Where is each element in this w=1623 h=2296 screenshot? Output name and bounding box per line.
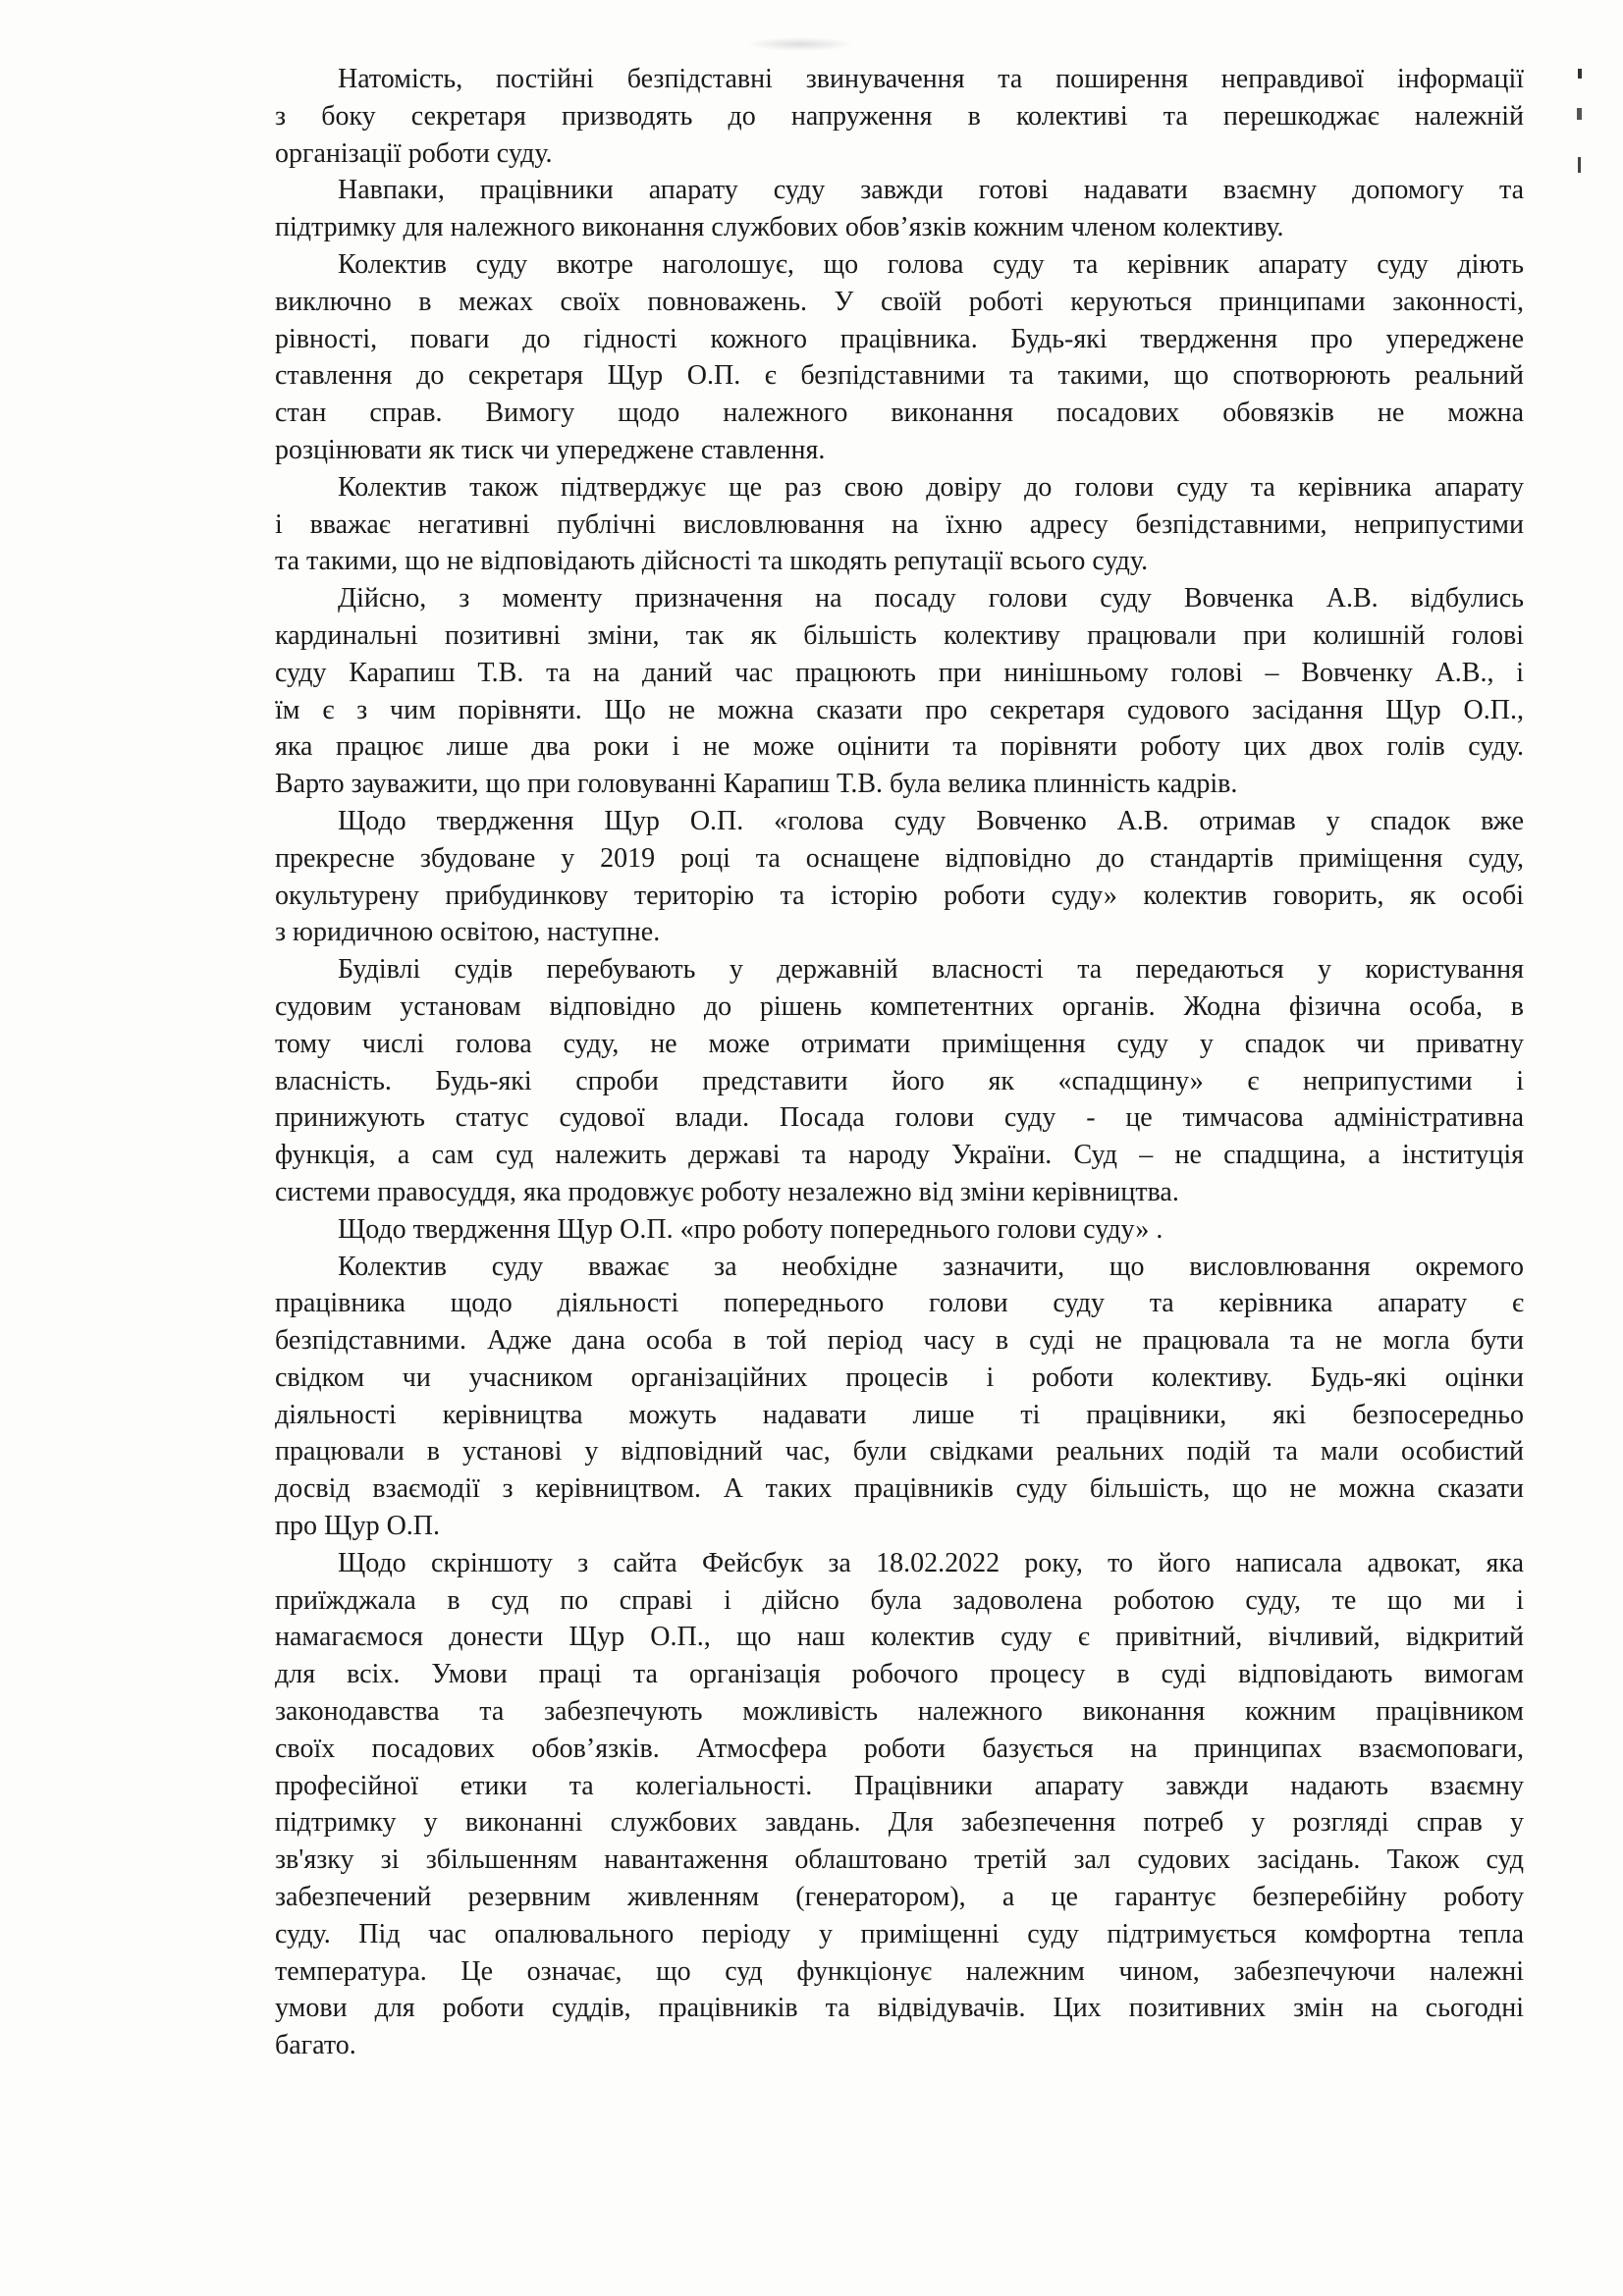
text-line: підтримку для належного виконання службових обов’язків кожним членом колективу.	[275, 212, 1284, 243]
text-line: виключно в межах своїх повноважень. У своїй роботі керуються принципами законності,	[275, 286, 1524, 317]
text-line: для всіх. Умови праці та організація робочого процесу в суді відповідають вимогам	[275, 1659, 1524, 1690]
text-line: Щодо твердження Щур О.П. «про роботу попереднього голови суду» .	[338, 1213, 1163, 1245]
text-line: Будівлі судів перебувають у державній власності та передаються у користування	[338, 954, 1524, 986]
text-line: рівності, поваги до гідності кожного працівника. Будь-які твердження про упереджене	[275, 323, 1524, 354]
scan-edge-marks	[1576, 69, 1584, 177]
text-line: Варто зауважити, що при головуванні Карапиш Т.В. була велика плинність кадрів.	[275, 769, 1238, 800]
text-line: суду Карапиш Т.В. та на даний час працюють при нинішньому голові – Вовченку А.В., і	[275, 657, 1524, 688]
text-line: температура. Це означає, що суд функціонує належним чином, забезпечуючи належні	[275, 1955, 1524, 1987]
paragraph	[275, 803, 1524, 951]
text-line: з юридичною освітою, наступне.	[275, 917, 661, 948]
text-line: прекресне збудоване у 2019 році та оснащене відповідно до стандартів приміщення суду,	[275, 842, 1524, 874]
paragraph	[275, 1249, 1524, 1545]
text-line: багато.	[275, 2030, 356, 2061]
text-line: професійної етики та колегіальності. Працівники апарату завжди надають взаємну	[275, 1770, 1524, 1801]
text-line: системи правосуддя, яка продовжує роботу незалежно від зміни керівництва.	[275, 1176, 1179, 1207]
text-line: суду. Під час опалювального періоду у приміщенні суду підтримується комфортна тепла	[275, 1918, 1524, 1949]
text-line: Навпаки, працівники апарату суду завжди готові надавати взаємну допомогу та	[338, 175, 1524, 206]
paragraph	[275, 951, 1524, 1211]
text-line: функція, а сам суд належить державі та народу України. Суд – не спадщина, а інституція	[275, 1140, 1524, 1171]
text-line: власність. Будь-які спроби представити його як «спадщину» є неприпустими і	[275, 1065, 1524, 1096]
text-line: кардинальні позитивні зміни, так як більшість колективу працювали при колишній голові	[275, 619, 1524, 651]
text-line: про Щур О.П.	[275, 1511, 441, 1542]
text-line: своїх посадових обов’язків. Атмосфера роботи базується на принципах взаємоповаги,	[275, 1733, 1524, 1764]
text-line: забезпечений резервним живленням (генератором), а це гарантує безперебійну роботу	[275, 1882, 1524, 1913]
text-line: досвід взаємодії з керівництвом. А таких працівників суду більшість, що не можна сказати	[275, 1473, 1524, 1505]
text-line: безпідставними. Адже дана особа в той період часу в суді не працювала та не могла бути	[275, 1325, 1524, 1357]
text-line: Колектив суду вкотре наголошує, що голова суду та керівник апарату суду діють	[338, 248, 1524, 280]
text-line: працювали в установі у відповідний час, були свідками реальних подій та мали особистий	[275, 1436, 1524, 1468]
text-line: працівника щодо діяльності попереднього голови суду та керівника апарату є	[275, 1288, 1524, 1319]
paragraph	[275, 580, 1524, 803]
text-line: з боку секретаря призводять до напруження в колективі та перешкоджає належній	[275, 100, 1524, 132]
text-line: Колектив також підтверджує ще раз свою довіру до голови суду та керівника апарату	[338, 471, 1524, 503]
text-line: Щодо скріншоту з сайта Фейсбук за 18.02.2022 року, то його написала адвокат, яка	[338, 1547, 1524, 1578]
text-line: організації роботи суду.	[275, 137, 553, 169]
paragraph	[275, 1211, 1524, 1249]
text-line: стан справ. Вимогу щодо належного виконання посадових обовязків не можна	[275, 398, 1524, 429]
text-line: законодавства та забезпечують можливість належного виконання кожним працівником	[275, 1696, 1524, 1728]
text-line: судовим установам відповідно до рішень компетентних органів. Жодна фізична особа, в	[275, 990, 1524, 1022]
text-line: їм є з чим порівняти. Що не можна сказати про секретаря судового засідання Щур О.П.,	[275, 694, 1524, 725]
scan-smudge	[746, 37, 854, 51]
text-line: яка працює лише два роки і не може оцінити та порівняти роботу цих двох голів суду.	[275, 731, 1524, 763]
text-line: принижують статус судової влади. Посада голови суду - це тимчасова адміністративна	[275, 1102, 1524, 1134]
document-body	[275, 61, 1524, 2064]
text-line: Дійсно, з моменту призначення на посаду голови суду Вовченка А.В. відбулись	[338, 583, 1524, 614]
text-line: підтримку у виконанні службових завдань. Для забезпечення потреб у розгляді справ у	[275, 1807, 1524, 1839]
text-line: тому числі голова суду, не може отримати приміщення суду у спадок чи приватну	[275, 1028, 1524, 1059]
paragraph	[275, 61, 1524, 172]
text-line: діяльності керівництва можуть надавати лише ті працівники, які безпосередньо	[275, 1399, 1524, 1430]
text-line: свідком чи учасником організаційних процесів і роботи колективу. Будь-які оцінки	[275, 1362, 1524, 1393]
text-line: окультурену прибудинкову територію та історію роботи суду» колектив говорить, як особі	[275, 880, 1524, 911]
paragraph	[275, 469, 1524, 580]
paragraph	[275, 246, 1524, 469]
text-line: приїжджала в суд по справі і дійсно була задоволена роботою суду, те що ми і	[275, 1584, 1524, 1616]
text-line: Колектив суду вважає за необхідне зазначити, що висловлювання окремого	[338, 1251, 1524, 1282]
text-line: Щодо твердження Щур О.П. «голова суду Вовченко А.В. отримав у спадок вже	[338, 805, 1524, 836]
text-line: намагаємося донести Щур О.П., що наш колектив суду є привітний, вічливий, відкритий	[275, 1622, 1524, 1653]
text-line: та такими, що не відповідають дійсності та шкодять репутації всього суду.	[275, 546, 1149, 577]
text-line: розцінювати як тиск чи упереджене ставлення.	[275, 434, 826, 465]
paragraph	[275, 1545, 1524, 2064]
text-line: умови для роботи суддів, працівників та відвідувачів. Цих позитивних змін на сьогодні	[275, 1993, 1524, 2024]
text-line: ставлення до секретаря Щур О.П. є безпідставними та такими, що спотворюють реальний	[275, 360, 1524, 392]
paragraph	[275, 172, 1524, 246]
text-line: і вважає негативні публічні висловлювання на їхню адресу безпідставними, неприпустими	[275, 508, 1524, 540]
text-line: зв'язку зі збільшенням навантаження облаштовано третій зал судових засідань. Також суд	[275, 1844, 1524, 1876]
text-line: Натомість, постійні безпідставні звинувачення та поширення неправдивої інформації	[338, 64, 1524, 94]
